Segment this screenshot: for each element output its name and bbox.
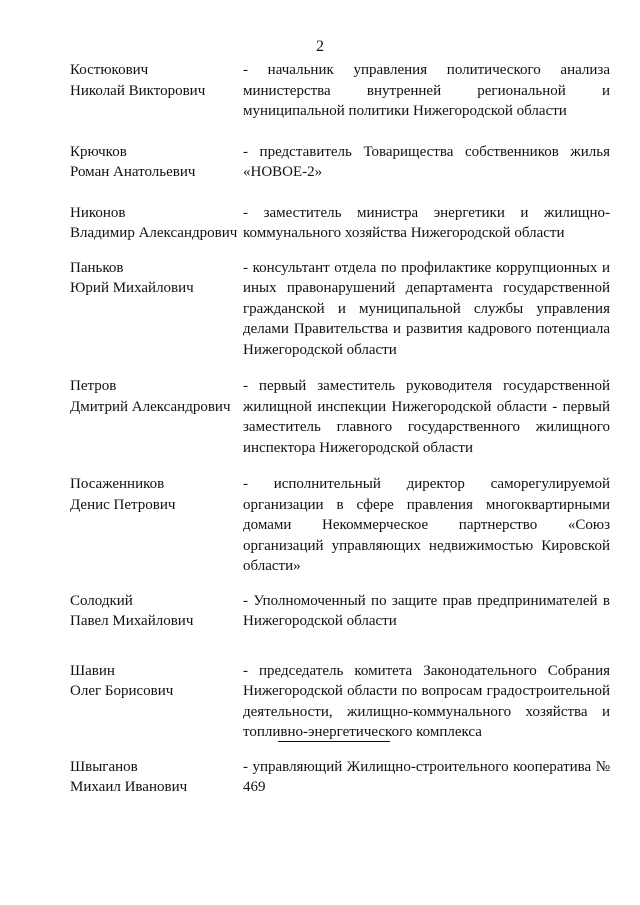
member-name [70,258,243,299]
member-role: - председатель комитета Законодательного Собрания Нижегородской области по вопросам градостроительной деятельности, жилищно-коммунального хозяйства и топливно-энергетического комплекса [243,662,610,740]
member-role: - консультант отдела по профилактике коррупционных и иных правонарушений департамента государственной гражданской и муниципальной службы управления делами Правительства и развития кадрового потенциала Нижегородской области [243,259,610,358]
member-name [70,661,243,702]
member-given-name: Павел Михайлович [70,613,194,629]
member-name [70,142,243,183]
member-role: - представитель Товарищества собственников жилья «НОВОЕ-2» [243,143,610,180]
member-entry [70,591,610,632]
member-entry [70,203,610,244]
member-entry [70,376,610,458]
member-name [70,591,243,632]
member-role: - управляющий Жилищно-строительного кооператива № 469 [243,758,610,795]
member-surname: Посаженников [70,476,165,492]
member-role: - Уполномоченный по защите прав предпринимателей в Нижегородской области [243,592,610,629]
member-role: - заместитель министра энергетики и жилищно-коммунального хозяйства Нижегородской области [243,204,610,241]
member-entry [70,474,610,577]
member-given-name: Денис Петрович [70,496,176,513]
member-given-name: Роман Анатольевич [70,164,196,180]
member-role: - первый заместитель руководителя государственной жилищной инспекции Нижегородской области - первый заместитель главного государственного жилищного инспектора Нижегородской области [243,378,610,456]
member-given-name: Михаил Иванович [70,779,188,795]
member-entry [70,60,610,122]
member-entry [70,142,610,183]
member-entry [70,258,610,361]
member-name [70,474,243,515]
member-surname: Никонов [70,204,126,221]
member-name [70,757,243,798]
member-given-name: Владимир Александрович [70,225,238,241]
member-surname: Швыганов [70,758,138,775]
member-surname: Шавин [70,662,115,679]
member-role: - исполнительный директор саморегулируемой организации в сфере правления многоквартирными домами Некоммерческое партнерство «Союз организаций управляющих недвижимостью Кировской области» [243,476,610,574]
member-given-name: Олег Борисович [70,683,174,699]
closing-divider [278,741,390,742]
member-given-name: Юрий Михайлович [70,280,194,296]
member-name [70,376,243,417]
member-surname: Петров [70,378,117,394]
member-given-name: Дмитрий Александрович [70,398,231,415]
member-entry [70,661,610,743]
member-list [70,60,610,798]
member-surname: Крючков [70,143,127,160]
member-given-name: Николай Викторович [70,82,206,99]
member-name [70,203,243,244]
member-surname: Костюкович [70,62,149,78]
member-name [70,60,243,101]
member-role: - начальник управления политического анализа министерства внутренней региональной и муниципальной политики Нижегородской области [243,62,610,119]
member-surname: Солодкий [70,592,133,609]
member-surname: Паньков [70,259,124,276]
page-number: 2 [316,38,324,55]
member-entry [70,757,610,798]
